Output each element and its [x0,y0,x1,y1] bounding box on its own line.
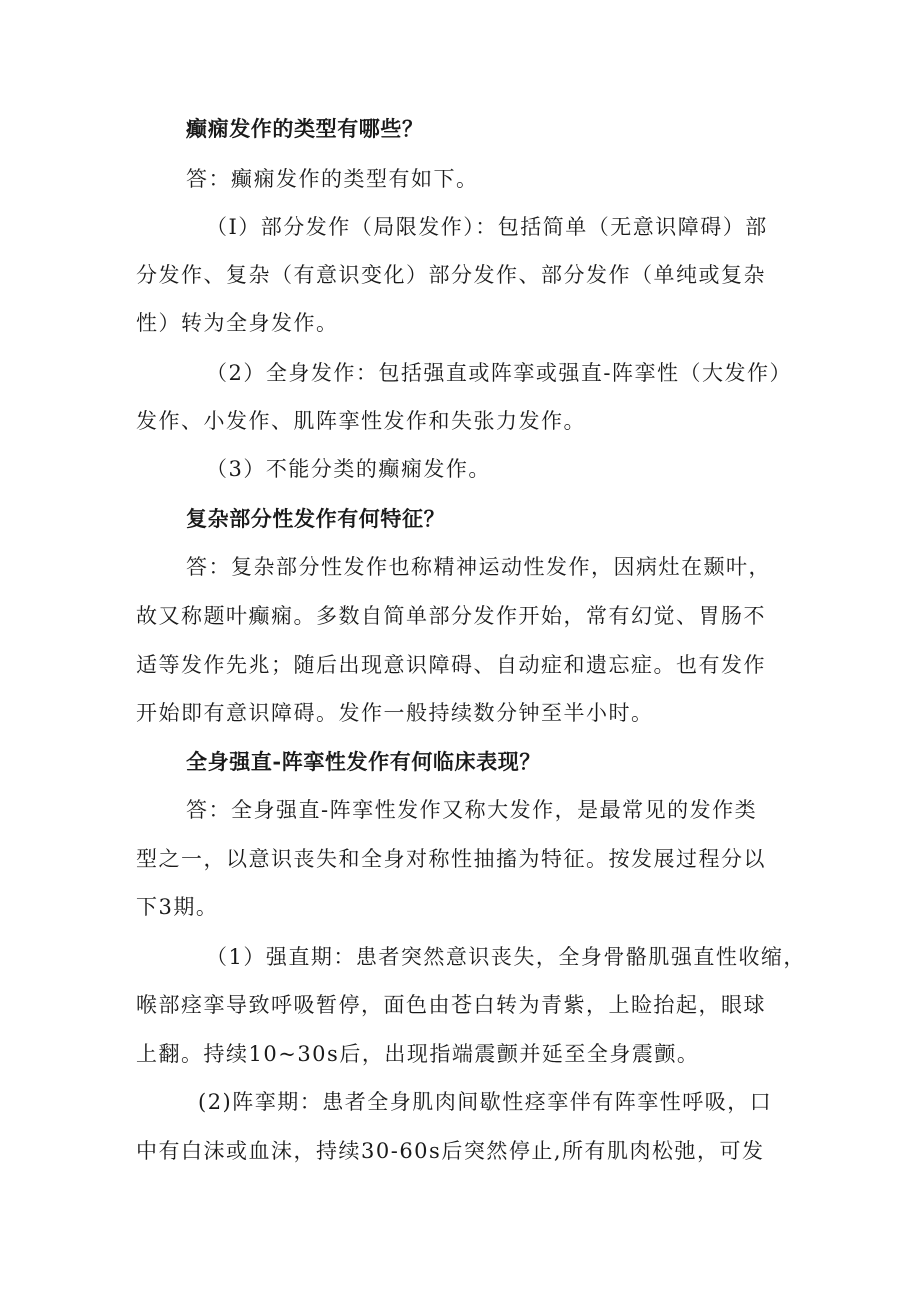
question-title-tonic-clonic: 全身强直-阵挛性发作有何临床表现？ [186,749,541,774]
complex-partial-answer-line2: 故又称题叶癫痫。多数自简单部分发作开始，常有幻觉、胃肠不 [136,604,766,628]
complex-partial-answer-line3: 适等发作先兆；随后出现意识障碍、自动症和遗忘症。也有发作 [136,653,766,677]
item-generalized-seizure-line2: 发作、小发作、肌阵挛性发作和失张力发作。 [136,409,586,433]
item-partial-seizure-line3: 性）转为全身发作。 [136,311,339,335]
question-title-seizure-types: 癫痫发作的类型有哪些？ [186,116,424,141]
complex-partial-answer-line1: 答：复杂部分性发作也称精神运动性发作，因病灶在颞叶， [186,555,771,579]
tonic-clonic-answer-line1: 答：全身强直-阵挛性发作又称大发作，是最常见的发作类 [186,798,758,822]
tonic-clonic-answer-line2: 型之一，以意识丧失和全身对称性抽搐为特征。按发展过程分以 [136,847,766,871]
question-title-complex-partial: 复杂部分性发作有何特征？ [186,506,446,531]
item-unclassified-seizure: （3）不能分类的癫痫发作。 [206,457,491,481]
clonic-phase-line1: (2)阵挛期：患者全身肌肉间歇性痉挛伴有阵挛性呼吸，口 [198,1090,773,1114]
tonic-phase-line2: 喉部痉挛导致呼吸暂停，面色由苍白转为青紫，上睑抬起，眼球 [136,993,766,1017]
tonic-clonic-answer-line3: 下3期。 [136,895,219,919]
complex-partial-answer-line4: 开始即有意识障碍。发作一般持续数分钟至半小时。 [136,701,654,725]
tonic-phase-line3: 上翻。持续10~30s后，出现指端震颤并延至全身震颤。 [136,1042,700,1066]
answer-intro: 答：癫痫发作的类型有如下。 [186,167,479,191]
clonic-phase-line2: 中有白沫或血沫，持续30-60s后突然停止,所有肌肉松弛，可发 [136,1139,765,1163]
item-partial-seizure-line1: （I）部分发作（局限发作）：包括简单（无意识障碍）部 [206,215,768,239]
item-generalized-seizure-line1: （2）全身发作：包括强直或阵挛或强直-阵挛性（大发作） [206,361,792,385]
tonic-phase-line1: （1）强直期：患者突然意识丧失，全身骨骼肌强直性收缩， [206,945,806,969]
item-partial-seizure-line2: 分发作、复杂（有意识变化）部分发作、部分发作（单纯或复杂 [136,263,766,287]
